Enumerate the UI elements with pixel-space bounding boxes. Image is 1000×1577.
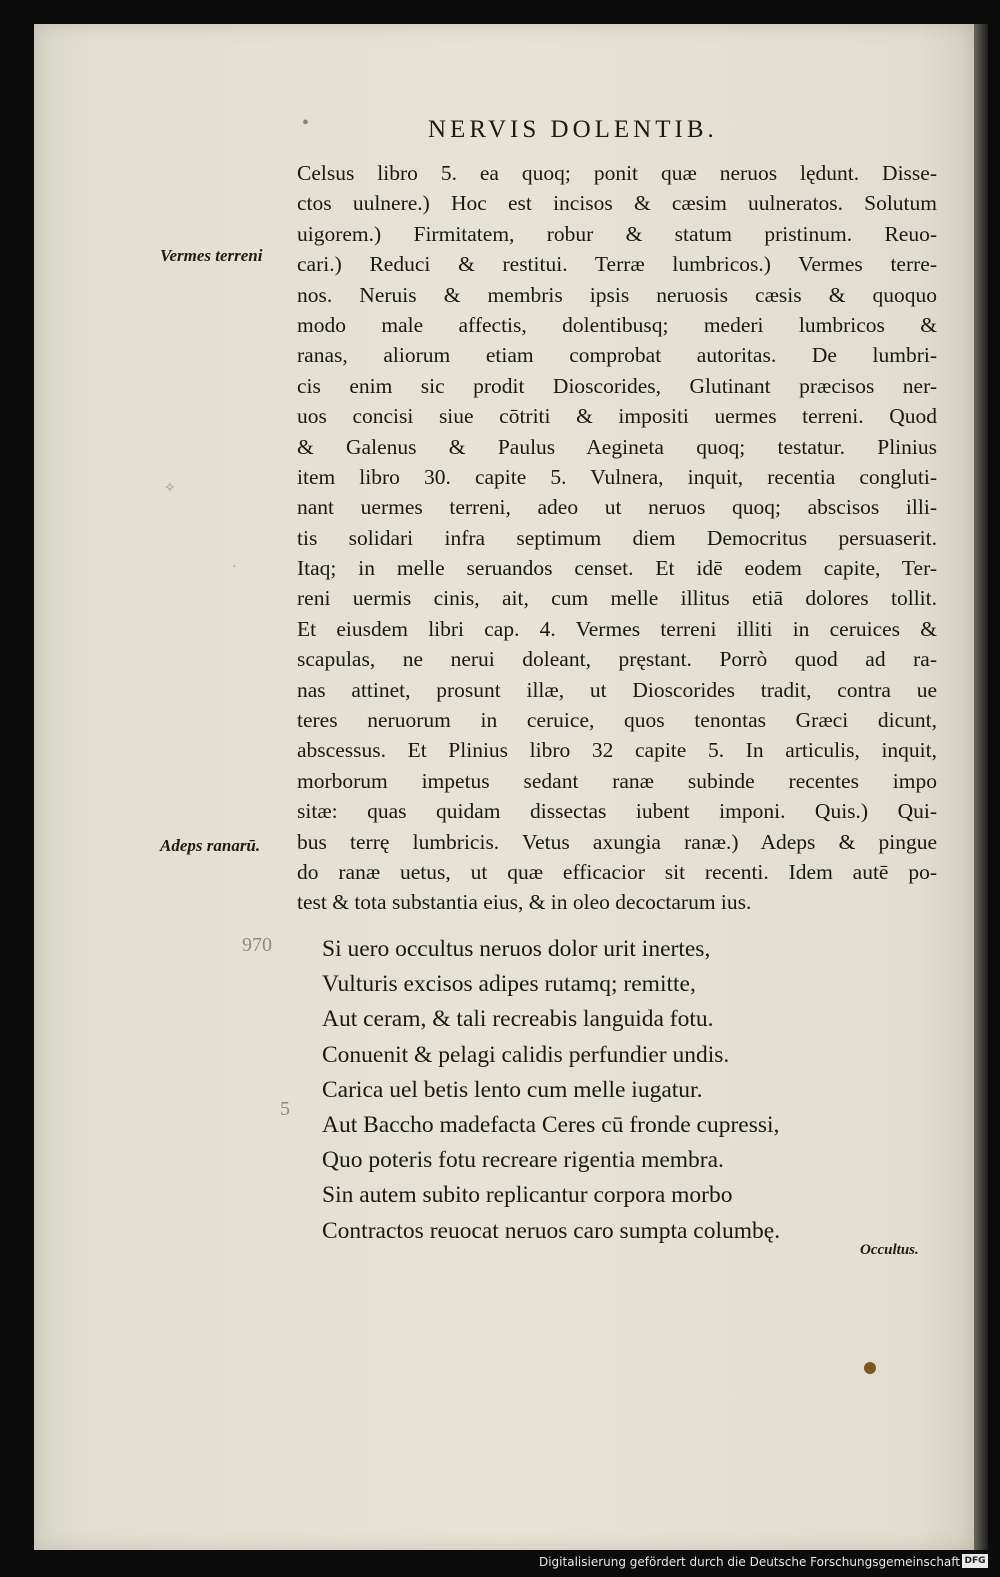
verse-line: Sin autem subito replicantur corpora morbo xyxy=(322,1182,733,1209)
verse-text xyxy=(322,932,780,1249)
text-line: item libro 30. capite 5. Vulnera, inquit, recentia congluti- xyxy=(297,464,937,489)
margin-note-vermes-terreni: Vermes terreni xyxy=(160,246,263,265)
dfg-logo: DFG xyxy=(962,1554,988,1568)
text-line: sitæ: quas quidam dissectas iubent imponi. Quis.) Qui- xyxy=(297,799,937,824)
text-line: modo male affectis, dolentibusq; mederi lumbricos & xyxy=(297,312,937,337)
text-line: morborum impetus sedant ranæ subinde recentes impo xyxy=(297,768,937,793)
verse-line: Conuenit & pelagi calidis perfundier undis. xyxy=(322,1041,730,1068)
ink-stain xyxy=(864,1362,876,1374)
text-line: test & tota substantia eius, & in oleo decoctarum ius. xyxy=(297,890,752,915)
text-line: & Galenus & Paulus Aegineta quoq; testatur. Plinius xyxy=(297,434,937,459)
verse-line: Vulturis excisos adipes rutamq; remitte, xyxy=(322,971,696,998)
text-line: cis enim sic prodit Dioscorides, Glutinant præcisos ner- xyxy=(297,373,937,398)
text-line: Et eiusdem libri cap. 4. Vermes terreni illiti in ceruices & xyxy=(297,616,937,641)
text-line: ranas, aliorum etiam comprobat autoritas. De lumbri- xyxy=(297,343,937,368)
verse-line: Si uero occultus neruos dolor urit inertes, xyxy=(322,936,711,962)
text-line: nos. Neruis & membris ipsis neruosis cæsis & quoquo xyxy=(297,282,937,307)
verse-line: Carica uel betis lento cum melle iugatur. xyxy=(322,1076,703,1103)
catchword: Occultus. xyxy=(860,1242,919,1258)
verse-number: 970 xyxy=(242,934,272,956)
text-line: Celsus libro 5. ea quoq; ponit quæ neruos lędunt. Disse- xyxy=(297,161,937,185)
page-mark: • xyxy=(302,112,310,134)
verse-line: Quo poteris fotu recreare rigentia membra. xyxy=(322,1147,724,1174)
text-line: scapulas, ne nerui doleant, pręstant. Porrò quod ad ra- xyxy=(297,647,937,672)
verse-line: Contractos reuocat neruos caro sumpta columbę. xyxy=(322,1217,781,1244)
verse-number: 5 xyxy=(280,1098,290,1120)
text-line: ctos uulnere.) Hoc est incisos & cæsim uulneratos. Solutum xyxy=(297,191,937,216)
text-line: nas attinet, prosunt illæ, ut Dioscorides tradit, contra ue xyxy=(297,677,937,702)
commentary-text xyxy=(297,158,937,918)
text-line: nant uermes terreni, adeo ut neruos quoq; abscisos illi- xyxy=(297,495,937,520)
text-line: tis solidari infra septimum diem Democritus persuaserit. xyxy=(297,525,937,550)
text-line: reni uermis cinis, ait, cum melle illitus etiā dolores tollit. xyxy=(297,586,937,611)
text-line: abscessus. Et Plinius libro 32 capite 5. In articulis, inquit, xyxy=(297,738,937,763)
text-line: teres neruorum in ceruice, quos tenontas Græci dicunt, xyxy=(297,708,937,733)
ink-smudge: ✧ xyxy=(164,481,176,496)
text-line: bus terrę lumbricis. Vetus axungia ranæ.) Adeps & pingue xyxy=(297,829,937,854)
text-line: uos concisi siue cōtriti & impositi uermes terreni. Quod xyxy=(297,404,937,429)
running-head: NERVIS DOLENTIB. xyxy=(428,116,718,143)
text-line: Itaq; in melle seruandos censet. Et idē eodem capite, Ter- xyxy=(297,556,937,581)
text-line: do ranæ uetus, ut quæ efficacior sit recenti. Idem autē po- xyxy=(297,859,937,884)
margin-note-adeps-ranarum: Adeps ranarū. xyxy=(160,836,261,855)
page-edge-shadow xyxy=(974,24,988,1550)
text-line: uigorem.) Firmitatem, robur & statum pristinum. Reuo- xyxy=(297,221,937,246)
funding-credit: Digitalisierung gefördert durch die Deutsche Forschungsgemeinschaft xyxy=(538,1555,960,1569)
verse-line: Aut ceram, & tali recreabis languida fotu. xyxy=(322,1006,714,1033)
verse-line: Aut Baccho madefacta Ceres cū fronde cupressi, xyxy=(322,1111,780,1138)
ink-smudge: · xyxy=(232,560,237,575)
text-line: cari.) Reduci & restitui. Terræ lumbricos.) Vermes terre- xyxy=(297,252,937,277)
